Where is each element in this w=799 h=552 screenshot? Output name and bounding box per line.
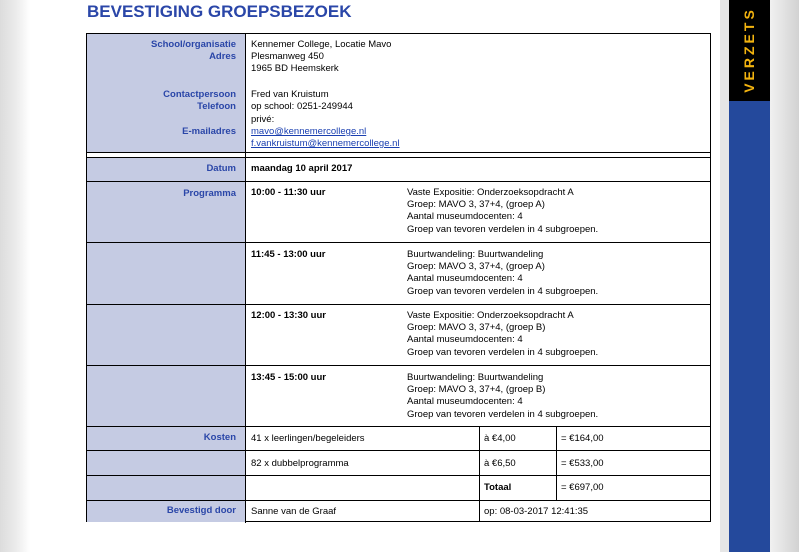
grid-line	[87, 242, 710, 243]
contact-label-cell	[87, 34, 245, 152]
address-line1: Plesmanweg 450	[251, 51, 324, 62]
email-link-2[interactable]: f.vankruistum@kennemercollege.nl	[251, 138, 400, 149]
grid-line	[87, 500, 710, 501]
program-time: 11:45 - 13:00 uur	[251, 249, 326, 260]
total-label: Totaal	[484, 482, 512, 493]
program-teachers: Aantal museumdocenten: 4	[407, 334, 523, 345]
grid-line	[87, 426, 710, 427]
grid-line	[87, 181, 710, 182]
page-title: BEVESTIGING GROEPSBEZOEK	[87, 2, 352, 21]
program-activity: Buurtwandeling: Buurtwandeling	[407, 249, 544, 260]
confirmation-table	[86, 33, 711, 522]
grid-line	[556, 426, 557, 500]
grid-line	[87, 152, 710, 153]
grid-line	[87, 304, 710, 305]
program-group: Groep: MAVO 3, 37+4, (groep A)	[407, 199, 545, 210]
program-group: Groep: MAVO 3, 37+4, (groep B)	[407, 322, 546, 333]
program-teachers: Aantal museumdocenten: 4	[407, 211, 523, 222]
date-label-cell	[87, 158, 245, 181]
school-label: School/organisatie	[151, 39, 236, 50]
program-time: 13:45 - 15:00 uur	[251, 372, 326, 383]
costs-label: Kosten	[203, 432, 236, 443]
contact-person-label: Contactpersoon	[163, 89, 236, 100]
program-time: 10:00 - 11:30 uur	[251, 187, 326, 198]
confirmed-name: Sanne van de Graaf	[251, 506, 337, 517]
date-value: maandag 10 april 2017	[251, 163, 353, 174]
grid-line	[479, 500, 480, 522]
email-label: E-mailadres	[182, 126, 236, 137]
total-amount: = €697,00	[561, 482, 604, 493]
program-label: Programma	[183, 188, 236, 199]
address-label: Adres	[209, 51, 236, 62]
costs-label-cell	[87, 427, 245, 500]
email-link-1[interactable]: mavo@kennemercollege.nl	[251, 126, 367, 137]
program-teachers: Aantal museumdocenten: 4	[407, 273, 523, 284]
grid-line	[87, 157, 710, 158]
page-left-edge	[0, 0, 30, 552]
program-note: Groep van tevoren verdelen in 4 subgroepen.	[407, 224, 599, 235]
program-activity: Vaste Expositie: Onderzoeksopdracht A	[407, 187, 574, 198]
program-activity: Vaste Expositie: Onderzoeksopdracht A	[407, 310, 574, 321]
confirmed-label: Bevestigd door	[166, 505, 236, 516]
grid-line	[87, 365, 710, 366]
confirmed-label-cell	[87, 501, 245, 522]
phone-school-value: op school: 0251-249944	[251, 101, 353, 112]
program-teachers: Aantal museumdocenten: 4	[407, 396, 523, 407]
date-label: Datum	[206, 163, 236, 174]
program-group: Groep: MAVO 3, 37+4, (groep B)	[407, 384, 546, 395]
phone-private-value: privé:	[251, 114, 275, 125]
program-note: Groep van tevoren verdelen in 4 subgroepen.	[407, 409, 599, 420]
cost-amount: = €533,00	[561, 458, 604, 469]
program-time: 12:00 - 13:30 uur	[251, 310, 326, 321]
grid-line	[87, 450, 710, 451]
cost-description: 41 x leerlingen/begeleiders	[251, 433, 365, 444]
cost-description: 82 x dubbelprogramma	[251, 458, 349, 469]
confirmed-date: op: 08-03-2017 12:41:35	[484, 506, 589, 517]
school-value: Kennemer College, Locatie Mavo	[251, 39, 392, 50]
contact-person-value: Fred van Kruistum	[251, 89, 329, 100]
program-group: Groep: MAVO 3, 37+4, (groep A)	[407, 261, 545, 272]
grid-line	[479, 426, 480, 500]
cost-amount: = €164,00	[561, 433, 604, 444]
address-line2: 1965 BD Heemskerk	[251, 63, 339, 74]
program-note: Groep van tevoren verdelen in 4 subgroepen.	[407, 347, 599, 358]
page-right-shadow	[770, 0, 799, 552]
program-note: Groep van tevoren verdelen in 4 subgroepen.	[407, 286, 599, 297]
brand-label: VERZETS	[741, 7, 757, 93]
program-activity: Buurtwandeling: Buurtwandeling	[407, 372, 544, 383]
cost-unit-price: à €4,00	[484, 433, 516, 444]
cost-unit-price: à €6,50	[484, 458, 516, 469]
grid-line	[87, 475, 710, 476]
phone-label: Telefoon	[197, 101, 236, 112]
